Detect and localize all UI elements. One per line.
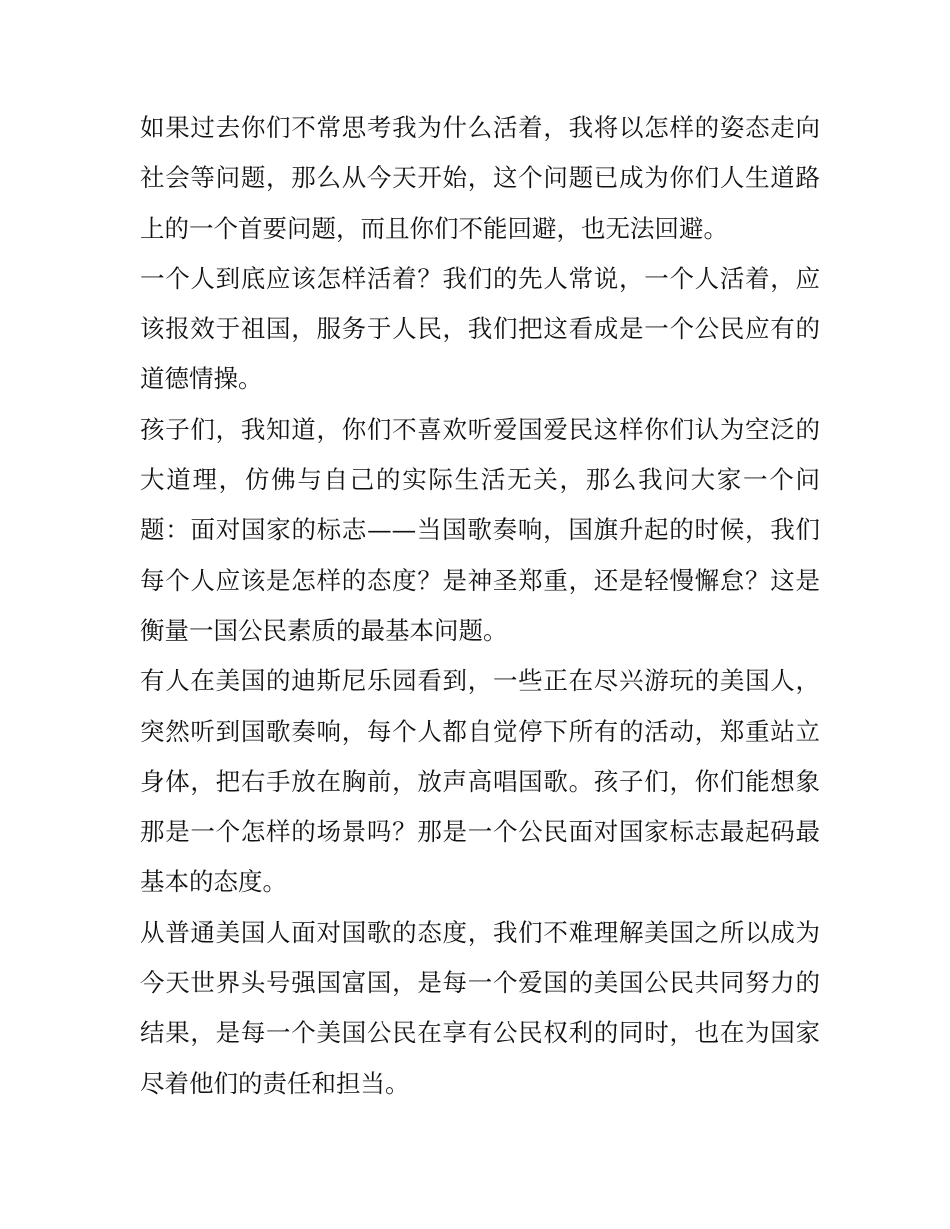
paragraph-1: 如果过去你们不常思考我为什么活着，我将以怎样的姿态走向社会等问题，那么从今天开始，这个问题已成为你们人生道路上的一个首要问题，而且你们不能回避，也无法回避。 (140, 113, 820, 243)
paragraph-5: 从普通美国人面对国歌的态度，我们不难理解美国之所以成为今天世界头号强国富国，是每一个爱国的美国公民共同努力的结果，是每一个美国公民在享有公民权利的同时，也在为国家尽着他们的责任和担当。 (140, 917, 820, 1098)
paragraph-4: 有人在美国的迪斯尼乐园看到，一些正在尽兴游玩的美国人，突然听到国歌奏响，每个人都自觉停下所有的活动，郑重站立身体，把右手放在胸前，放声高唱国歌。孩子们，你们能想象那是一个怎样的场景吗？那是一个公民面对国家标志最起码最基本的态度。 (140, 666, 820, 897)
paragraph-2: 一个人到底应该怎样活着？我们的先人常说，一个人活着，应该报效于祖国，服务于人民，我们把这看成是一个公民应有的道德情操。 (140, 263, 820, 394)
paragraph-3: 孩子们，我知道，你们不喜欢听爱国爱民这样你们认为空泛的大道理，仿佛与自己的实际生活无关，那么我问大家一个问题：面对国家的标志——当国歌奏响，国旗升起的时候，我们每个人应该是怎样的态度？是神圣郑重，还是轻慢懈怠？这是衡量一国公民素质的最基本问题。 (140, 414, 820, 645)
document-body (140, 103, 820, 1109)
